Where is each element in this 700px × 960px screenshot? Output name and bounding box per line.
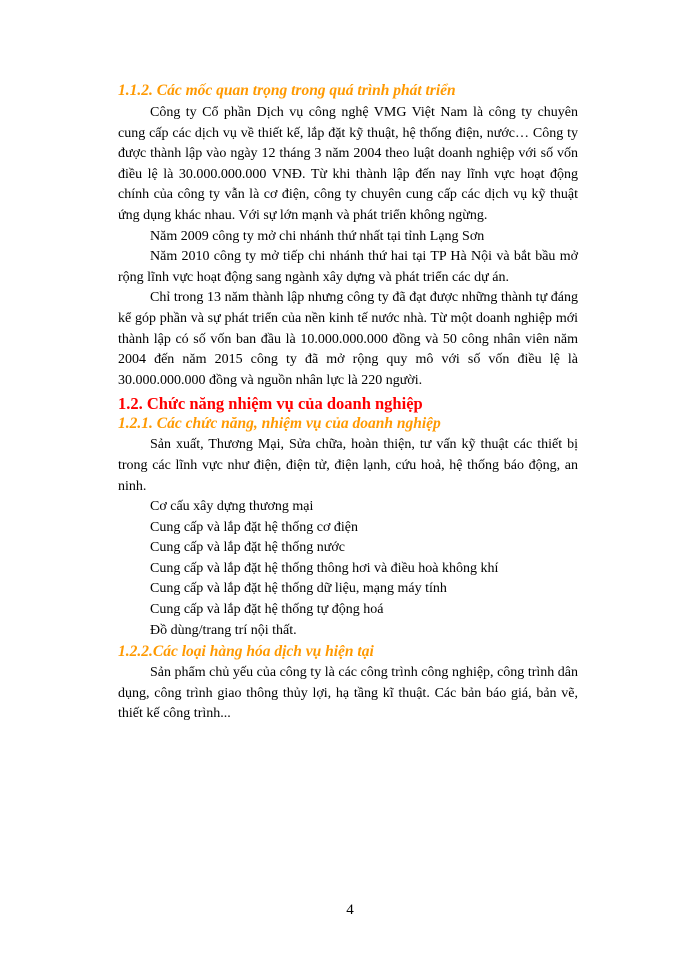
list-item: Đồ dùng/trang trí nội thất. [150,622,297,638]
list-item: Cung cấp và lắp đặt hệ thống tự động hoá [150,602,384,618]
paragraph-achievements: Chỉ trong 13 năm thành lập nhưng công ty đã đạt được những thành tự đáng kể góp phần và sự phát triển của nền kinh tế nước nhà. Từ một doanh nghiệp mới thành lập có số vốn ban đầu là 10.000.000.000 đồng và 50 công nhân viên năm 2004 đến năm 2015 công ty đã mở rộng quy mô với số vốn điều lệ là 30.000.000.000 đồng và nguồn nhân lực là 220 người. [118,290,578,388]
paragraph-branch-2010: Năm 2010 công ty mở tiếp chi nhánh thứ hai tại TP Hà Nội và bắt bầu mở rộng lĩnh vực hoạt động sang ngành xây dựng và phát triển các dự án. [118,249,578,285]
page-content [118,81,578,725]
section-heading-1-2: 1.2. Chức năng nhiệm vụ của doanh nghiệp [118,394,423,414]
list-item: Cung cấp và lắp đặt hệ thống nước [150,540,345,556]
list-item: Cơ cấu xây dựng thương mại [150,499,314,515]
list-item: Cung cấp và lắp đặt hệ thống dữ liệu, mạng máy tính [150,581,447,597]
section-heading-1-2-1: 1.2.1. Các chức năng, nhiệm vụ của doanh nghiệp [118,415,441,433]
paragraph-branch-2009: Năm 2009 công ty mở chi nhánh thứ nhất tại tỉnh Lạng Sơn [150,228,485,244]
list-item: Cung cấp và lắp đặt hệ thống thông hơi và điều hoà không khí [150,560,499,576]
section-heading-1-1-2: 1.1.2. Các mốc quan trọng trong quá trình phát triển [118,82,456,99]
section-heading-1-2-2: 1.2.2.Các loại hàng hóa dịch vụ hiện tại [118,643,374,661]
paragraph-company-intro: Công ty Cổ phần Dịch vụ công nghệ VMG Việt Nam là công ty chuyên cung cấp các dịch vụ về thiết kế, lắp đặt kỹ thuật, hệ thống điện, nước… Công ty được thành lập vào ngày 12 tháng 3 năm 2004 theo luật doanh nghiệp với số vốn điều lệ là 30.000.000.000 VNĐ. Từ khi thành lập đến nay lĩnh vực hoạt động chính của công ty vẫn là cơ điện, công ty chuyên cung cấp các dịch vụ kỹ thuật ứng dụng khác nhau. Với sự lớn mạnh và phát triển không ngừng. [118,105,578,223]
list-item: Cung cấp và lắp đặt hệ thống cơ điện [150,519,359,535]
paragraph-functions-intro: Sản xuất, Thương Mại, Sửa chữa, hoàn thiện, tư vấn kỹ thuật các thiết bị trong các lĩnh vực như điện, điện tử, điện lạnh, cứu hoả, hệ thống báo động, an ninh. [118,437,578,494]
page-number: 4 [346,902,354,918]
paragraph-products: Sản phẩm chủ yếu của công ty là các công trình công nghiệp, công trình dân dụng, công trình giao thông thủy lợi, hạ tầng kĩ thuật. Các bản báo giá, bản vẽ, thiết kế công trình... [118,665,578,722]
